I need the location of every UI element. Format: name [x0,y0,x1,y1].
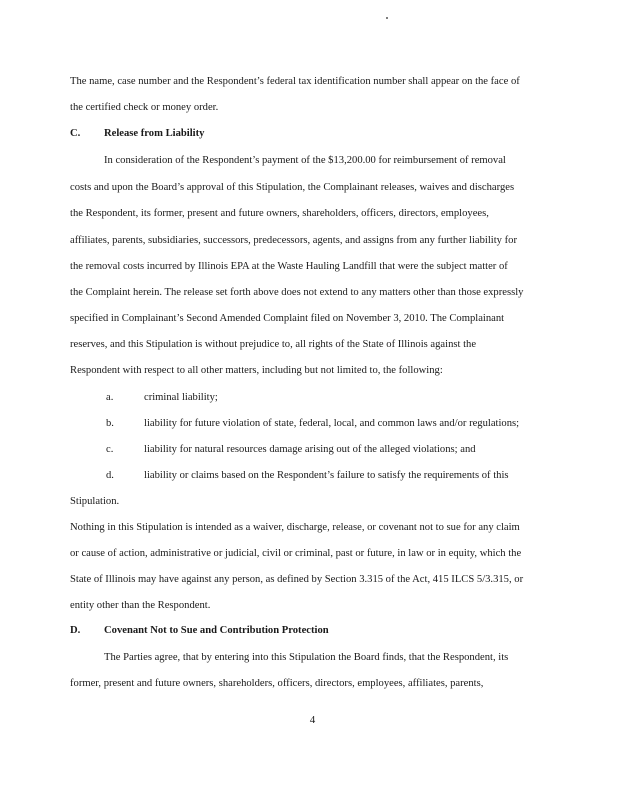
para3-line-2: or cause of action, administrative or judicial, civil or criminal, past or future, in law or in equity, which the [70,548,522,559]
section-d-title: Covenant Not to Sue and Contribution Protection [104,625,329,636]
list-item-b-text: liability for future violation of state, federal, local, and common laws and/or regulations; [144,418,520,429]
para2-line-1: In consideration of the Respondent’s payment of the $13,200.00 for reimbursement of removal [104,155,506,166]
section-c-letter: C. [70,128,81,139]
para1-line-2: the certified check or money order. [70,102,219,113]
list-item-a-text: criminal liability; [144,392,218,403]
para2-line-9: Respondent with respect to all other matters, including but not limited to, the following: [70,365,443,376]
para2-line-3: the Respondent, its former, present and future owners, shareholders, officers, directors, employees, [70,208,489,219]
list-item-d-letter: d. [106,470,114,481]
para2-line-5: the removal costs incurred by Illinois EPA at the Waste Hauling Landfill that were the subject matter of [70,261,508,272]
para4-line-2: former, present and future owners, shareholders, officers, directors, employees, affiliates, parents, [70,678,484,689]
section-d-letter: D. [70,625,81,636]
para1-line-1: The name, case number and the Respondent’s federal tax identification number shall appear on the face of [70,76,520,87]
list-tail: Stipulation. [70,496,120,507]
para2-line-2: costs and upon the Board’s approval of this Stipulation, the Complainant releases, waives and discharges [70,182,515,193]
page-number: 4 [309,714,316,726]
para2-line-6: the Complaint herein. The release set forth above does not extend to any matters other than those expressly [70,287,524,298]
scan-speck [386,17,388,19]
list-item-c-text: liability for natural resources damage arising out of the alleged violations; and [144,444,476,455]
para2-line-4: affiliates, parents, subsidiaries, successors, predecessors, agents, and assigns from any further liability for [70,235,517,246]
para3-line-4: entity other than the Respondent. [70,600,211,611]
list-item-b-letter: b. [106,418,114,429]
list-item-c-letter: c. [106,444,114,455]
para2-line-7: specified in Complainant’s Second Amended Complaint filed on November 3, 2010. The Complainant [70,313,505,324]
para3-line-1: Nothing in this Stipulation is intended as a waiver, discharge, release, or covenant not to sue for any claim [70,522,520,533]
para4-line-1: The Parties agree, that by entering into this Stipulation the Board finds, that the Respondent, its [104,652,509,663]
section-c-title: Release from Liability [104,128,205,139]
para3-line-3: State of Illinois may have against any person, as defined by Section 3.315 of the Act, 415 ILCS 5/3.315, or [70,574,524,585]
list-item-a-letter: a. [106,392,114,403]
para2-line-8: reserves, and this Stipulation is without prejudice to, all rights of the State of Illinois against the [70,339,477,350]
list-item-d-text: liability or claims based on the Respondent’s failure to satisfy the requirements of this [144,470,509,481]
